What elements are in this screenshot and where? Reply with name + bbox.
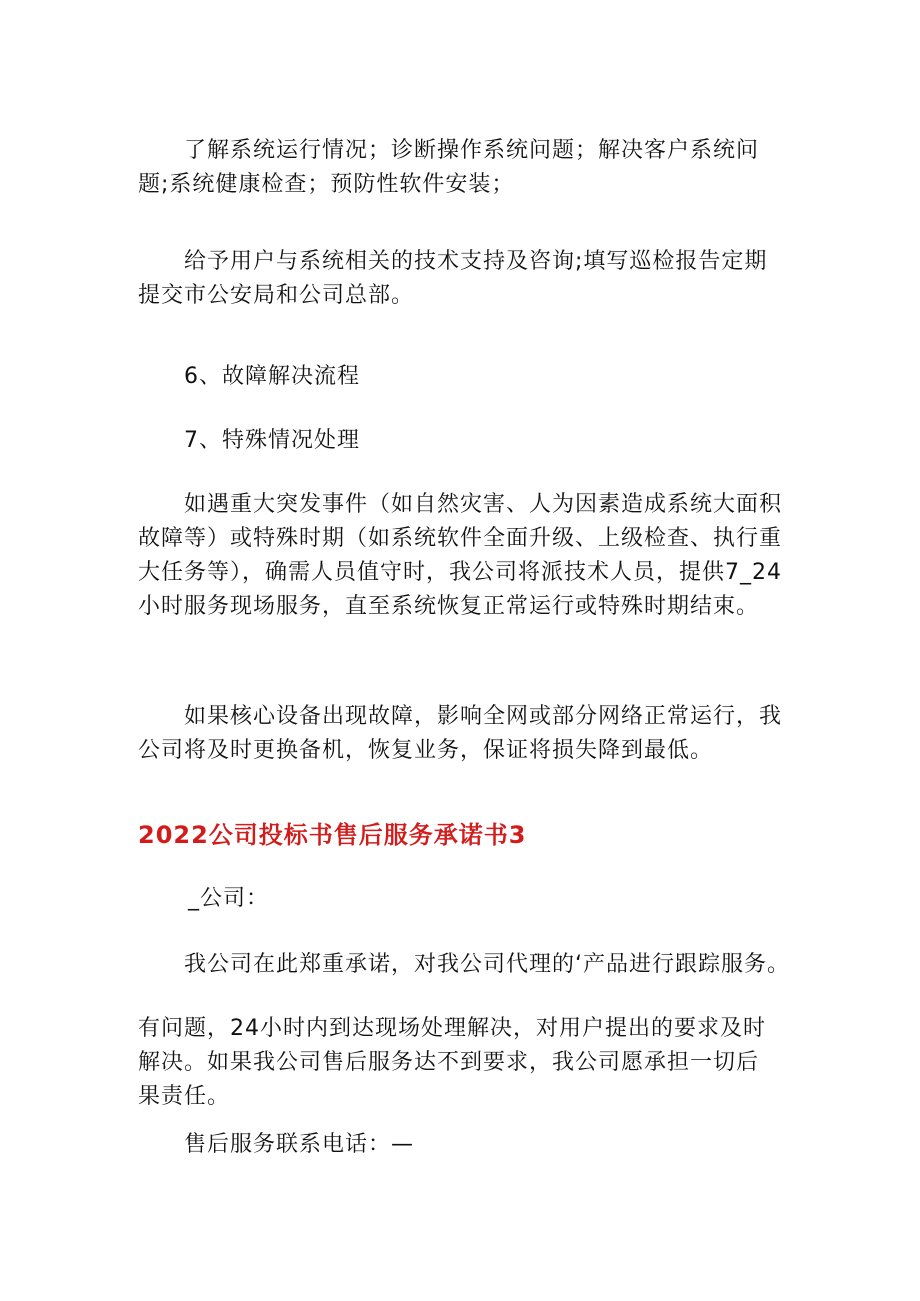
contact-phone-line: 售后服务联系电话：—: [184, 1132, 415, 1157]
section-heading: 2022公司投标书售后服务承诺书3: [138, 821, 527, 849]
paragraph-tech-support: 给予用户与系统相关的技术支持及咨询;填写巡检报告定期提交市公安局和公司总部。: [138, 249, 768, 308]
paragraph-commitment: 我公司在此郑重承诺，对我公司代理的‘产品进行跟踪服务。: [184, 952, 790, 977]
paragraph-emergency-events: 如遇重大突发事件（如自然灾害、人为因素造成系统大面积故障等）或特殊时期（如系统软件全面升级、上级检查、执行重大任务等），确需人员值守时，我公司将派技术人员，提供7_24小时服务现场服务，直至系统恢复正常运行或特殊时期结束。: [138, 492, 783, 619]
paragraph-core-device-failure: 如果核心设备出现故障，影响全网或部分网络正常运行，我公司将及时更换备机，恢复业务，保证将损失降到最低。: [138, 704, 783, 763]
section-fault-process: 6、故障解决流程: [184, 364, 360, 389]
paragraph-system-check: 了解系统运行情况；诊断操作系统问题；解决客户系统问题;系统健康检查；预防性软件安装；: [138, 138, 760, 197]
section-special-handling: 7、特殊情况处理: [184, 428, 360, 453]
paragraph-response-time: 有问题，24小时内到达现场处理解决，对用户提出的要求及时解决。如果我公司售后服务达不到要求，我公司愿承担一切后果责任。: [138, 1016, 766, 1109]
addressee: _公司：: [188, 886, 270, 911]
